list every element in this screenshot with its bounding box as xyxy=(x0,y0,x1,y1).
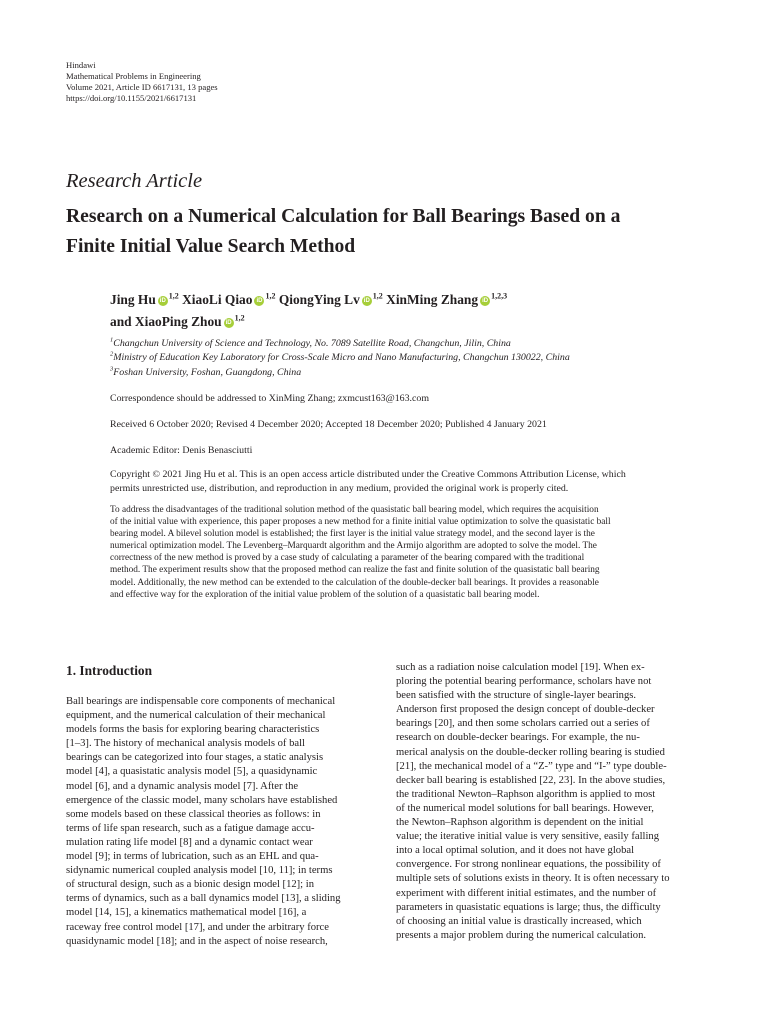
body-text-line: into a local optimal solution, and it does not have global xyxy=(396,845,635,857)
body-text-line: of the numerical model solutions for ball bearings. However, xyxy=(396,802,654,814)
author-affiliation-sup: 1,2 xyxy=(234,313,245,323)
abstract-line: To address the disadvantages of the traditional solution method of the quasistatic ball bearing model, which requires the acquisition xyxy=(110,505,599,515)
body-text-line: the traditional Newton–Raphson algorithm is applied to most xyxy=(396,788,656,800)
body-text-line: Ball bearings are indispensable core components of mechanical xyxy=(66,696,336,707)
body-text-line: equipment, and the numerical calculation of their mechanical xyxy=(66,710,326,722)
orcid-icon[interactable]: iD xyxy=(225,319,232,326)
abstract-line: numerical optimization model. The Levenberg–Marquardt algorithm and the Armijo algorithm are adopted to solve the model. The xyxy=(110,541,597,552)
affiliation-item: $^3$Foshan University, Foshan, Guangdong, China xyxy=(110,365,302,378)
body-text-line: raceway free control model [17], and under the arbitrary force xyxy=(66,921,329,933)
left-column xyxy=(66,661,383,949)
body-text-line: multiple sets of solutions exists in theory. It is often necessary to xyxy=(396,873,670,885)
body-text-line: ploring the potential bearing performance, scholars have not xyxy=(396,676,652,688)
body-text-line: terms of life span research, such as a fatigue damage accu- xyxy=(66,822,315,834)
copyright-notice: Copyright © 2021 Jing Hu et al. This is an open access article distributed under the Creative Commons Attribution License, which permits unrestricted use, distribution, and reproduction in any medium, provided the original work is properly cited. xyxy=(110,469,626,494)
title-line: Research on a Numerical Calculation for Ball Bearings Based on a xyxy=(66,206,621,227)
submission-dates: Received 6 October 2020; Revised 4 December 2020; Accepted 18 December 2020; Published 4 January 2021 xyxy=(110,419,547,430)
abstract-line: of the initial value with experience, this paper proposes a new method for a finite initial value optimization to solve the quasistatic ball xyxy=(110,517,611,528)
doi-link[interactable]: https://doi.org/10.1155/2021/6617131 xyxy=(66,93,197,103)
body-text-line: model [14, 15], a kinematics mathematical model [16], a xyxy=(66,907,307,919)
body-text-line: research on double-decker bearings. For example, the nu- xyxy=(396,732,640,744)
abstract-line: model. Additionally, the new method can be extended to the calculation of the double-decker ball bearings. It provides a reasonable xyxy=(110,577,599,588)
author-name: XiaoLi Qiao xyxy=(182,292,253,307)
right-column xyxy=(396,661,713,943)
affiliations xyxy=(110,337,570,380)
author-list xyxy=(110,289,507,333)
author-line xyxy=(110,311,507,333)
body-text-line: bearings can be categorized into four stages, a static analysis xyxy=(66,752,324,764)
body-text-line: Anderson first proposed the design concept of double-decker xyxy=(396,704,655,716)
article-type: Research Article xyxy=(66,170,203,192)
right-column-text xyxy=(396,661,713,943)
journal-name: Mathematical Problems in Engineering xyxy=(66,71,201,81)
orcid-icon[interactable]: iD xyxy=(482,297,489,304)
body-text-line: terms of dynamics, such as a ball dynamics model [13], a sliding xyxy=(66,893,341,905)
abstract-line: and effective way for the exploration of the initial value problem of the solution of a quasistatic ball bearing model. xyxy=(110,589,540,600)
body-text-line: [21], the mechanical model of a “Z-” type and “I-” type double- xyxy=(396,760,667,772)
orcid-icon[interactable]: iD xyxy=(256,297,263,304)
body-text-line: emergence of the classic model, many scholars have established xyxy=(66,794,338,806)
correspondence: Correspondence should be addressed to XinMing Zhang; zxmcust163@163.com xyxy=(110,393,429,404)
affiliation-item: $^1$Changchun University of Science and Technology, No. 7089 Satellite Road, Changchun, Jilin, China xyxy=(110,336,511,349)
volume-info: Volume 2021, Article ID 6617131, 13 pages xyxy=(66,82,218,92)
paper-title xyxy=(66,202,726,262)
academic-editor: Academic Editor: Denis Benasciutti xyxy=(110,445,253,456)
abstract-line: method. The experiment results show that the proposed method can realize the fast and finite solution of the quasistatic ball bearing xyxy=(110,565,600,576)
body-text-line: model [9]; in terms of lubrication, such as an EHL and qua- xyxy=(66,851,319,863)
title-line: Finite Initial Value Search Method xyxy=(66,236,356,257)
author-affiliation-sup: 1,2 xyxy=(372,291,383,301)
author-name: and XiaoPing Zhou xyxy=(110,314,222,329)
publisher: Hindawi xyxy=(66,60,96,70)
body-text-line: decker ball bearing is established [22, 23]. In the above studies, xyxy=(396,774,666,786)
author-name: XinMing Zhang xyxy=(386,292,479,307)
orcid-icon[interactable]: iD xyxy=(159,297,166,304)
body-text-line: model [4], a quasistatic analysis model [5], a quasidynamic xyxy=(66,766,318,778)
body-text-line: such as a radiation noise calculation model [19]. When ex- xyxy=(396,662,645,673)
body-text-line: model [6], and a dynamic analysis model [7]. After the xyxy=(66,780,299,792)
body-text-line: sidynamic numerical coupled analysis model [10, 11]; in terms xyxy=(66,865,333,877)
body-text-line: quasidynamic model [18]; and in the aspect of noise research, xyxy=(66,935,328,947)
journal-header xyxy=(66,60,218,104)
orcid-icon[interactable]: iD xyxy=(363,297,370,304)
body-text-line: the Newton–Raphson algorithm is dependent on the initial xyxy=(396,817,644,829)
author-affiliation-sup: 1,2,3 xyxy=(491,291,508,301)
body-text-line: experiment with different initial estimates, and the number of xyxy=(396,887,657,899)
section-heading: 1. Introduction xyxy=(66,663,153,678)
body-text-line: some models based on these classical theories as follows: in xyxy=(66,808,321,820)
body-text-line: of choosing an initial value is drastically increased, which xyxy=(396,915,642,927)
body-text-line: models forms the basis for exploring bearing characteristics xyxy=(66,724,320,736)
body-text-line: parameters in quasistatic equations is large; thus, the difficulty xyxy=(396,901,661,913)
body-text-line: mulation rating life model [8] and a dynamic contact wear xyxy=(66,836,313,848)
affiliation-item: $^2$Ministry of Education Key Laboratory for Cross-Scale Micro and Nano Manufacturing, Changchun 130022, China xyxy=(110,351,570,364)
body-text-line: been satisfied with the structure of single-layer bearings. xyxy=(396,690,637,702)
author-affiliation-sup: 1,2 xyxy=(168,291,179,301)
abstract-line: bearing model. A bilevel solution model is established; the first layer is the initial value strategy model, and the second layer is the xyxy=(110,529,595,540)
abstract-line: correctness of the new method is proved by a case study of calculating a parameter of the bearing compared with the traditional xyxy=(110,553,585,564)
body-text-line: value; the iterative initial value is very sensitive, easily falling xyxy=(396,831,659,843)
body-text-line: bearings [20], and then some scholars carried out a series of xyxy=(396,718,650,730)
body-text-line: convergence. For strong nonlinear equations, the possibility of xyxy=(396,859,661,871)
author-name: Jing Hu xyxy=(110,292,156,307)
body-text-line: presents a major problem during the numerical calculation. xyxy=(396,929,647,941)
author-name: QiongYing Lv xyxy=(278,292,360,307)
left-column-text xyxy=(66,695,383,949)
body-text-line: of structural design, such as a bionic design model [12]; in xyxy=(66,879,315,891)
author-affiliation-sup: 1,2 xyxy=(265,291,276,301)
abstract xyxy=(110,504,611,601)
author-line xyxy=(110,289,507,311)
body-text-line: [1–3]. The history of mechanical analysis models of ball xyxy=(66,738,305,750)
body-text-line: merical analysis on the double-decker rolling bearing is studied xyxy=(396,746,665,758)
